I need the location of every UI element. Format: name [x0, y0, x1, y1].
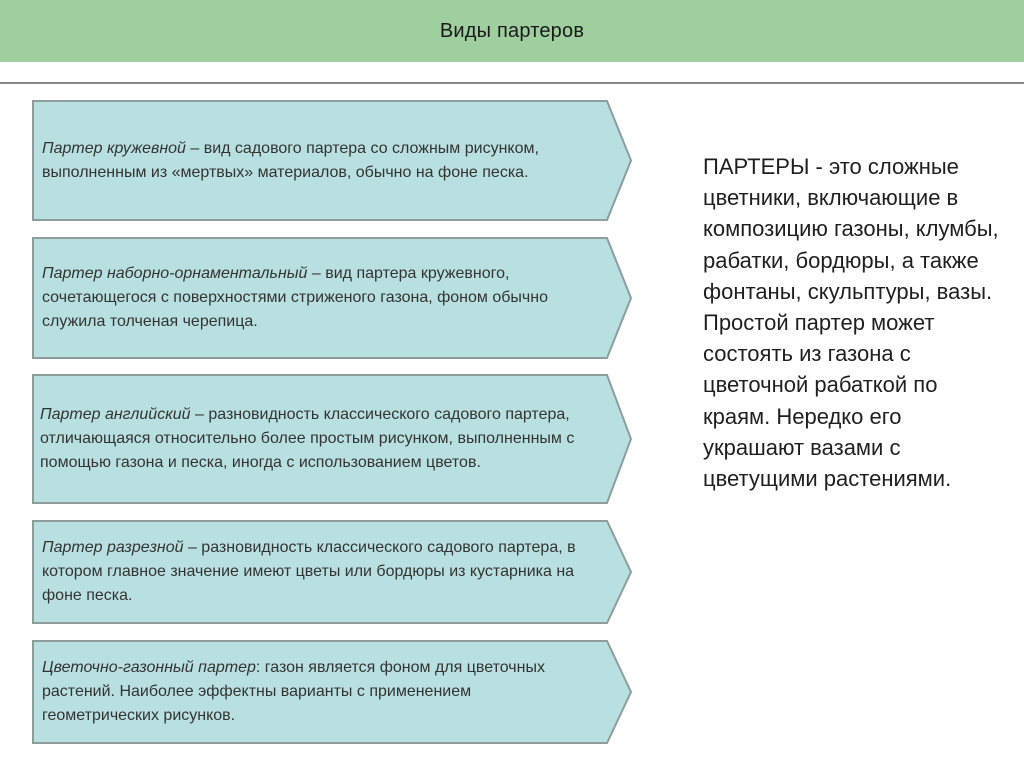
arrow-item-english [32, 374, 632, 504]
header-divider [0, 82, 1024, 84]
item-description: – вид партера кружевного, сочетающегося с поверхностями стриженого газона, фоном обычно служила толченая черепица. [42, 265, 548, 330]
definition-text [703, 151, 1003, 494]
item-term: Партер английский [40, 406, 191, 423]
arrow-item-lace [32, 100, 632, 221]
item-description: – разновидность классического садового партера, в котором главное значение имеют цветы или бордюры из кустарника на фоне песка. [42, 539, 576, 604]
item-term: Партер наборно-орнаментальный [42, 265, 308, 282]
item-term: Партер разрезной [42, 539, 184, 556]
item-term: Цветочно-газонный партер [42, 659, 256, 676]
header-bar [0, 0, 1024, 62]
definition-body: - это сложные цветники, включающие в композицию газоны, клумбы, рабатки, бордюры, а также фонтаны, скульптуры, вазы. Простой партер может состоять из газона с цветочной рабаткой по краям. Нередко его украшают вазами с цветущими растениями. [703, 154, 999, 492]
arrow-item-flower-lawn [32, 640, 632, 744]
item-description: – вид садового партера со сложным рисунком, выполненным из «мертвых» материалов, обычно на фоне песка. [42, 139, 539, 181]
item-description: : газон является фоном для цветочных растений. Наиболее эффектны варианты с применением геометрических рисунков. [42, 659, 545, 724]
item-description: – разновидность классического садового партера, отличающаяся относительно более простым рисунком, выполненным с помощью газона и песка, иногда с использованием цветов. [40, 406, 575, 471]
page-title: Виды партеров [439, 19, 585, 42]
definition-term: ПАРТЕРЫ [703, 154, 810, 179]
arrow-item-cut [32, 520, 632, 624]
arrow-item-ornamental [32, 237, 632, 359]
item-term: Партер кружевной [42, 139, 186, 157]
